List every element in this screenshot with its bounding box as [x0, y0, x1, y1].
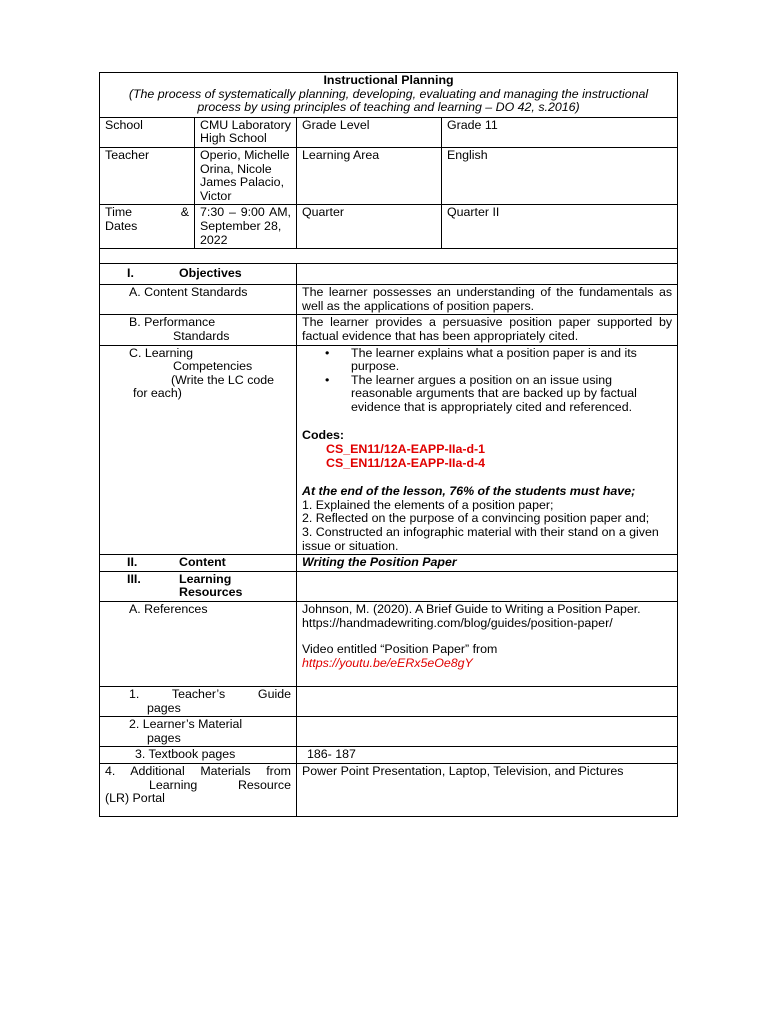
learning-competencies-row [100, 345, 678, 555]
learning-resources-row [100, 571, 678, 601]
outcome-item: 3. Constructed an infographic material with their stand on a given issue or situation. [302, 525, 659, 553]
teachers-guide-line1: 1. Teacher’s Guide [129, 687, 291, 701]
learning-competencies-value [297, 345, 678, 555]
performance-label-line2: Standards [173, 328, 230, 343]
competency-item [325, 374, 672, 415]
video-reference-text: Video entitled “Position Paper” from [302, 642, 498, 657]
school-value: CMU Laboratory High School [195, 117, 297, 147]
teacher-row [100, 147, 678, 204]
additional-materials-value: Power Point Presentation, Laptop, Television, and Pictures [297, 763, 678, 816]
resources-label-line2: Resources [179, 585, 243, 600]
dates-label: Dates [105, 218, 138, 233]
teachers-guide-label [100, 687, 297, 717]
content-standards-row [100, 285, 678, 315]
teacher-label: Teacher [100, 147, 195, 204]
textbook-row [100, 747, 678, 764]
content-value: Writing the Position Paper [297, 555, 678, 572]
document-subtitle: (The process of systematically planning, developing, evaluating and managing the instructional process by using principles of teaching and learning – DO 42, s.2016) [128, 86, 649, 115]
objectives-heading [100, 264, 297, 285]
end-of-lesson-statement: At the end of the lesson, 76% of the students must have; [302, 484, 636, 499]
outcome-item: 2. Reflected on the purpose of a convincing position paper and; [302, 511, 650, 526]
teachers-guide-line2: pages [147, 700, 181, 715]
time-value: 7:30 – 9:00 AM, [200, 205, 291, 220]
competency-text: The learner argues a position on an issue using reasonable arguments that are backed up by factual evidence that is appropriately cited and referenced. [351, 372, 637, 414]
lc-code: CS_EN11/12A-EAPP-IIa-d-4 [326, 455, 486, 470]
learners-material-label [100, 717, 297, 747]
competencies-label-line4: for each) [133, 386, 182, 401]
competencies-label-line1: C. Learning [129, 345, 194, 360]
competency-item [325, 347, 672, 374]
learners-material-row [100, 717, 678, 747]
grade-level-value: Grade 11 [442, 117, 678, 147]
lc-code: CS_EN11/12A-EAPP-IIa-d-1 [326, 442, 486, 457]
objectives-heading-row [100, 264, 678, 285]
time-row [100, 205, 678, 249]
spacer-row [100, 249, 678, 264]
additional-line2: Learning Resource [149, 777, 291, 792]
ampersand-label: & [180, 205, 189, 220]
objectives-empty-cell [297, 264, 678, 285]
performance-standards-value: The learner provides a persuasive position paper supported by factual evidence that has been appropriately cited. [297, 315, 678, 345]
school-row [100, 117, 678, 147]
learners-material-value [297, 717, 678, 747]
teachers-guide-row [100, 687, 678, 717]
objectives-number: I. [127, 266, 134, 281]
textbook-value: 186- 187 [297, 747, 678, 764]
document-title: Instructional Planning [323, 73, 454, 87]
learning-competencies-label [100, 345, 297, 555]
content-standards-value: The learner possesses an understanding of the fundamentals as well as the applications of position papers. [297, 285, 678, 315]
outcome-item: 1. Explained the elements of a position paper; [302, 497, 554, 512]
teacher-value: Operio, Michelle Orina, Nicole James Palacio, Victor [195, 147, 297, 204]
additional-materials-row [100, 763, 678, 816]
reference-entry: Johnson, M. (2020). A Brief Guide to Writing a Position Paper. https://handmadewriting.com/blog/guides/position-paper/ [302, 602, 641, 630]
competencies-label-line2: Competencies [173, 359, 253, 374]
content-row [100, 555, 678, 572]
quarter-value: Quarter II [442, 205, 678, 249]
learners-material-line2: pages [147, 730, 181, 745]
video-link[interactable]: https://youtu.be/eERx5eOe8gY [302, 655, 473, 670]
teachers-guide-value [297, 687, 678, 717]
competencies-label-line3: (Write the LC code [171, 372, 275, 387]
bullet-icon: • [325, 345, 330, 360]
learners-material-line1: 2. Learner’s Material [129, 717, 243, 732]
learning-resources-heading [100, 571, 297, 601]
header-row [100, 73, 678, 118]
resources-empty-cell [297, 571, 678, 601]
bullet-icon: • [325, 372, 330, 387]
references-label: A. References [100, 602, 297, 687]
codes-label: Codes: [302, 428, 344, 443]
additional-line1: 4. Additional Materials from [105, 763, 291, 778]
objectives-label: Objectives [179, 266, 242, 281]
textbook-label: 3. Textbook pages [100, 747, 297, 764]
performance-label-line1: B. Performance [129, 315, 216, 330]
quarter-label: Quarter [297, 205, 442, 249]
competency-list [302, 347, 672, 415]
time-label: Time [105, 205, 133, 220]
references-row [100, 602, 678, 687]
competency-text: The learner explains what a position paper is and its purpose. [351, 345, 637, 374]
content-standards-label: A. Content Standards [100, 285, 297, 315]
spacer-cell [100, 249, 678, 264]
instructional-plan-table [99, 72, 678, 817]
references-value [297, 602, 678, 687]
header-cell [100, 73, 678, 118]
learning-area-label: Learning Area [297, 147, 442, 204]
content-label: Content [179, 555, 226, 570]
grade-level-label: Grade Level [297, 117, 442, 147]
resources-number: III. [127, 571, 141, 586]
additional-line3: (LR) Portal [105, 791, 165, 806]
time-dates-value [195, 205, 297, 249]
learning-area-value: English [442, 147, 678, 204]
performance-standards-label [100, 315, 297, 345]
date-value: September 28, 2022 [200, 218, 282, 247]
performance-standards-row [100, 315, 678, 345]
additional-materials-label [100, 763, 297, 816]
time-dates-label [100, 205, 195, 249]
content-heading [100, 555, 297, 572]
content-number: II. [127, 555, 138, 570]
school-label: School [100, 117, 195, 147]
resources-label-line1: Learning [179, 571, 232, 586]
